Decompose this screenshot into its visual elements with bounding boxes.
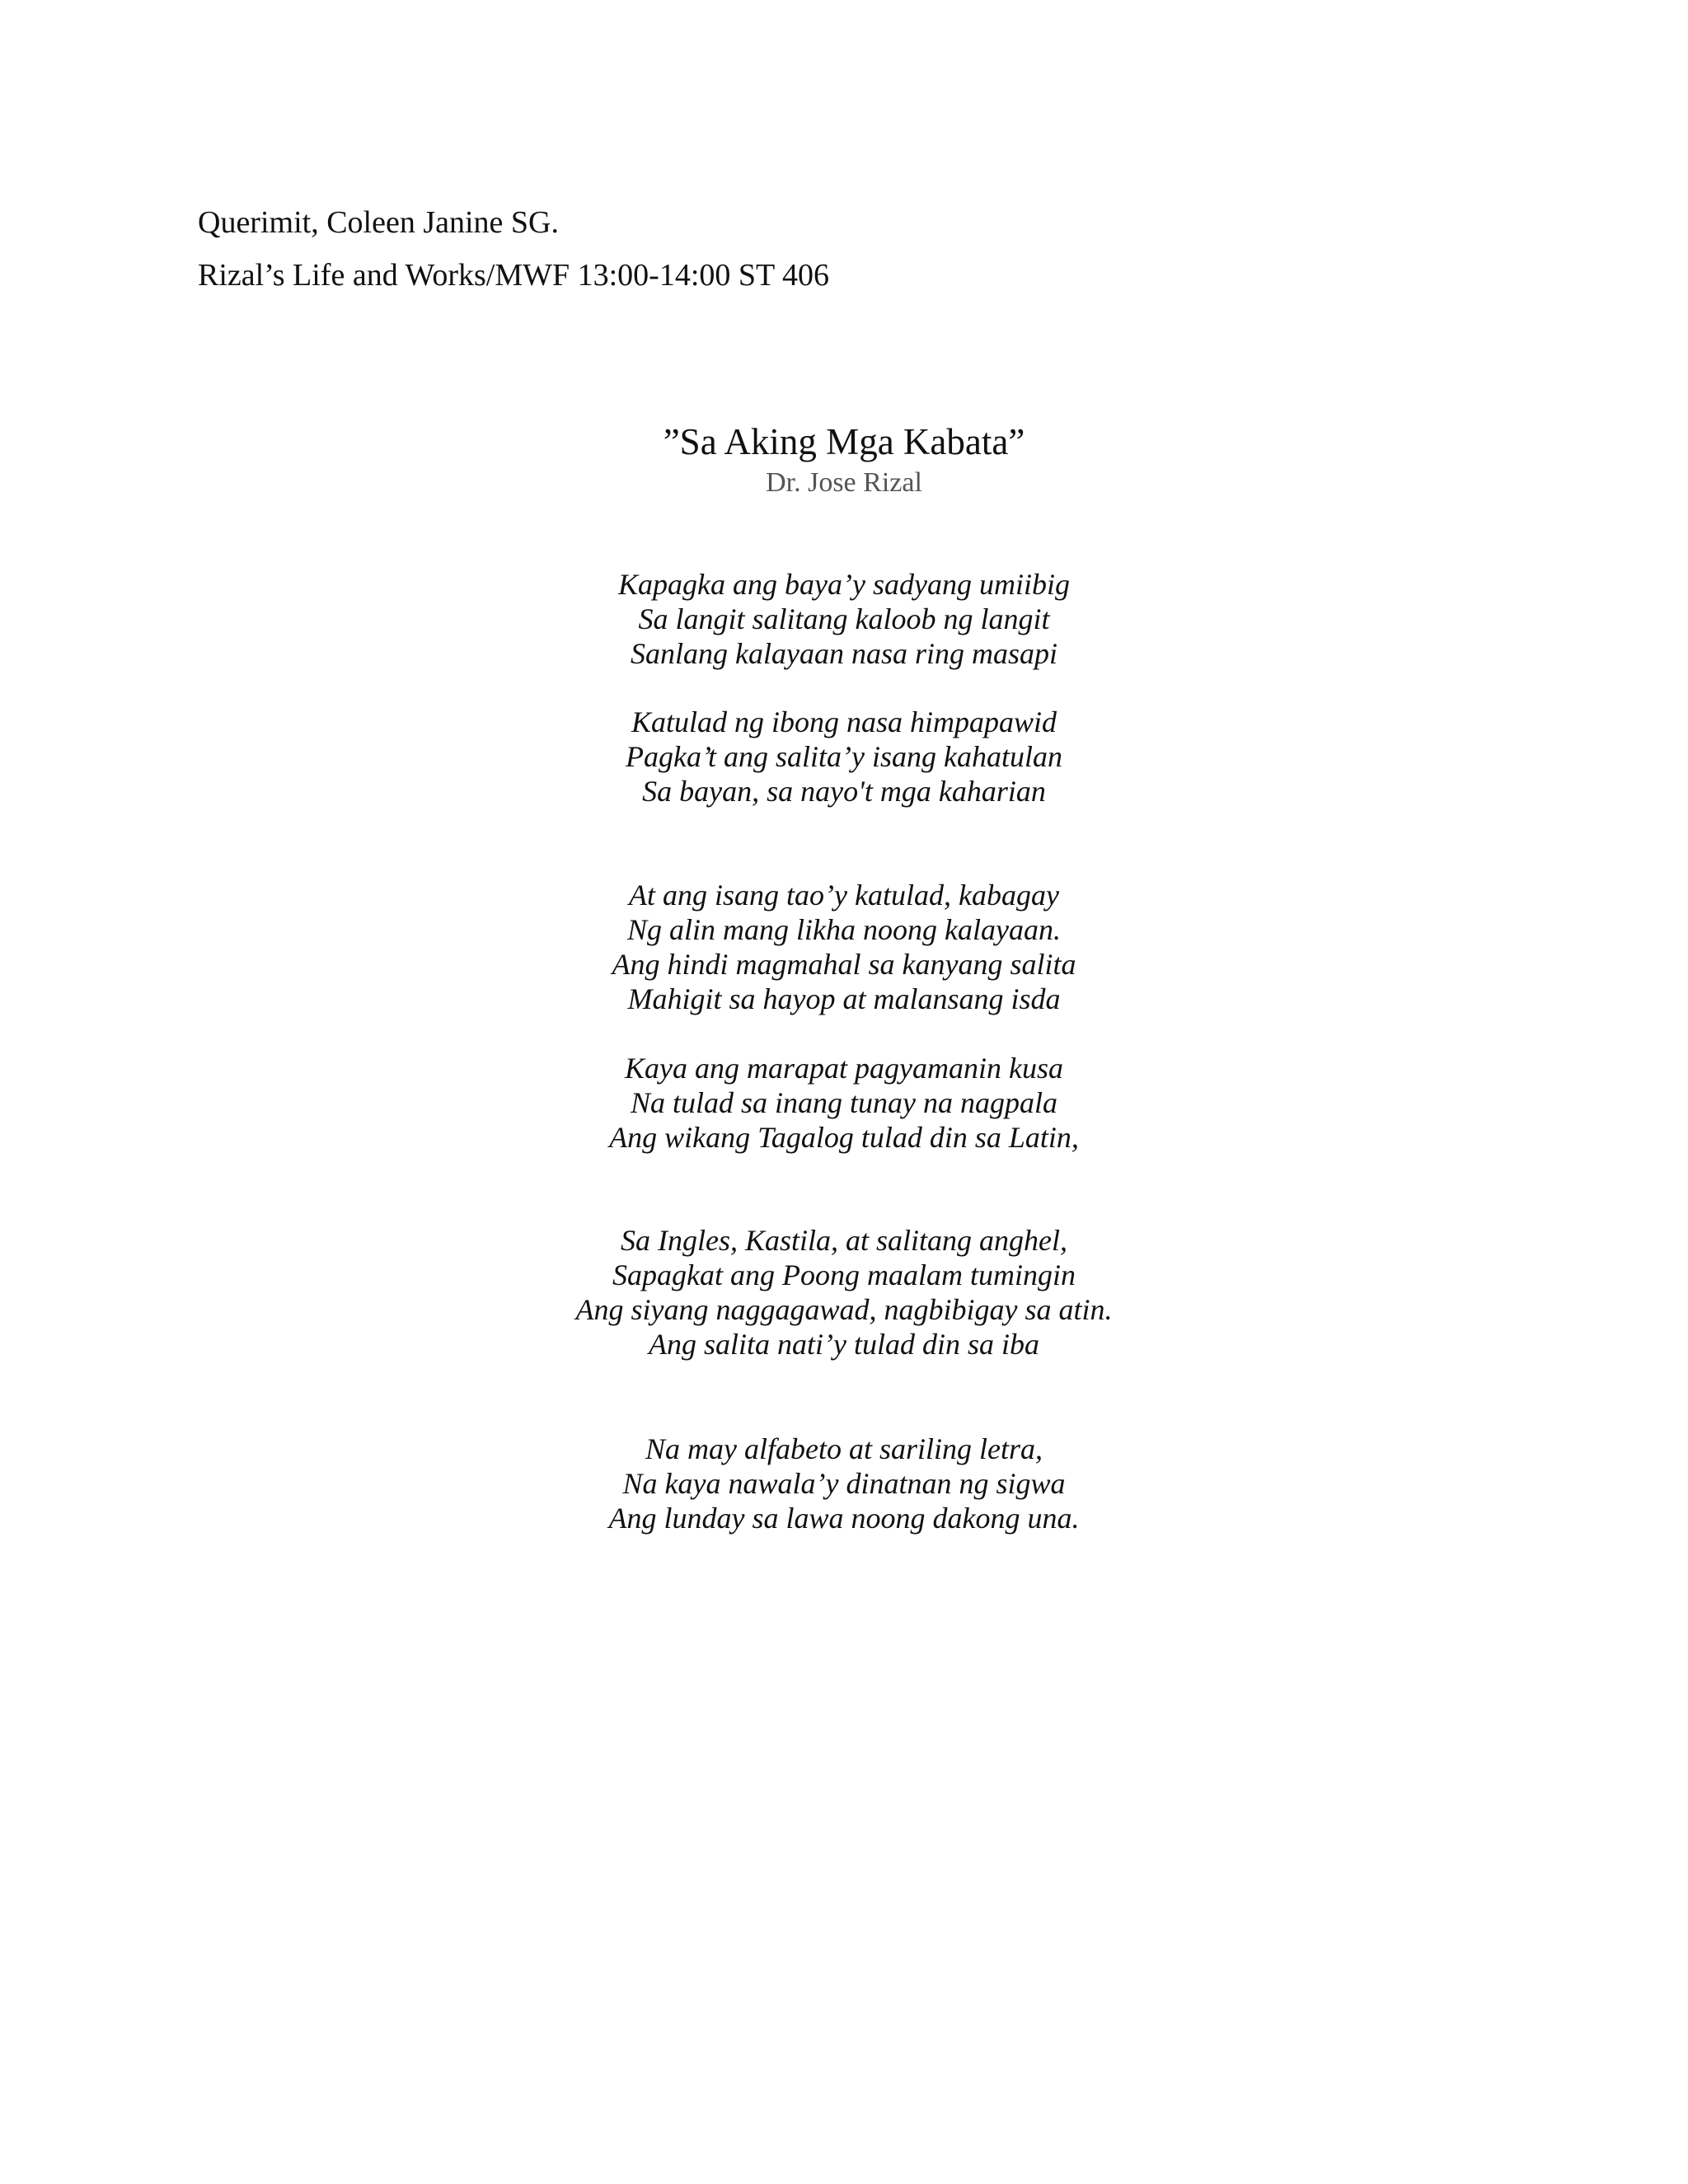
poem-line: Pagka’t ang salita’y isang kahatulan xyxy=(626,740,1062,773)
poem-line: Na tulad sa inang tunay na nagpala xyxy=(630,1086,1057,1119)
stanza-3 xyxy=(0,878,1688,1016)
poem-line: Ng alin mang likha noong kalayaan. xyxy=(627,913,1061,946)
poem-author: Dr. Jose Rizal xyxy=(766,467,922,498)
stanza-4 xyxy=(0,1051,1688,1155)
document-header xyxy=(198,196,829,302)
poem-line: Ang hindi magmahal sa kanyang salita xyxy=(612,948,1076,981)
poem-line: Ang salita nati’y tulad din sa iba xyxy=(649,1328,1039,1361)
course-info: Rizal’s Life and Works/MWF 13:00-14:00 ST 406 xyxy=(198,258,830,293)
poem-line: Sanlang kalayaan nasa ring masapi xyxy=(631,637,1057,670)
poem-line: Katulad ng ibong nasa himpapawid xyxy=(631,705,1057,738)
poem-line: Ang lunday sa lawa noong dakong una. xyxy=(608,1502,1080,1535)
poem-line: At ang isang tao’y katulad, kabagay xyxy=(629,879,1059,912)
author-name: Querimit, Coleen Janine SG. xyxy=(198,205,559,240)
stanza-1 xyxy=(0,567,1688,671)
poem-line: Na kaya nawala’y dinatnan ng sigwa xyxy=(622,1467,1066,1500)
poem-line: Kaya ang marapat pagyamanin kusa xyxy=(625,1052,1063,1085)
poem-line: Mahigit sa hayop at malansang isda xyxy=(627,982,1061,1015)
poem-line: Sa bayan, sa nayo't mga kaharian xyxy=(642,775,1046,808)
stanza-2 xyxy=(0,705,1688,808)
poem-line: Sa langit salitang kaloob ng langit xyxy=(638,602,1050,635)
stanza-5 xyxy=(0,1223,1688,1361)
poem-line: Ang siyang naggagawad, nagbibigay sa atin. xyxy=(575,1293,1113,1326)
stanza-6 xyxy=(0,1432,1688,1535)
poem-line: Kapagka ang baya’y sadyang umiibig xyxy=(618,568,1070,601)
poem-title: ”Sa Aking Mga Kabata” xyxy=(663,421,1025,462)
poem-line: Sapagkat ang Poong maalam tumingin xyxy=(612,1258,1076,1291)
poem-line: Sa Ingles, Kastila, at salitang anghel, xyxy=(620,1224,1067,1257)
poem-line: Na may alfabeto at sariling letra, xyxy=(645,1432,1043,1465)
poem-line: Ang wikang Tagalog tulad din sa Latin, xyxy=(609,1121,1079,1154)
poem-title-block xyxy=(0,419,1688,501)
